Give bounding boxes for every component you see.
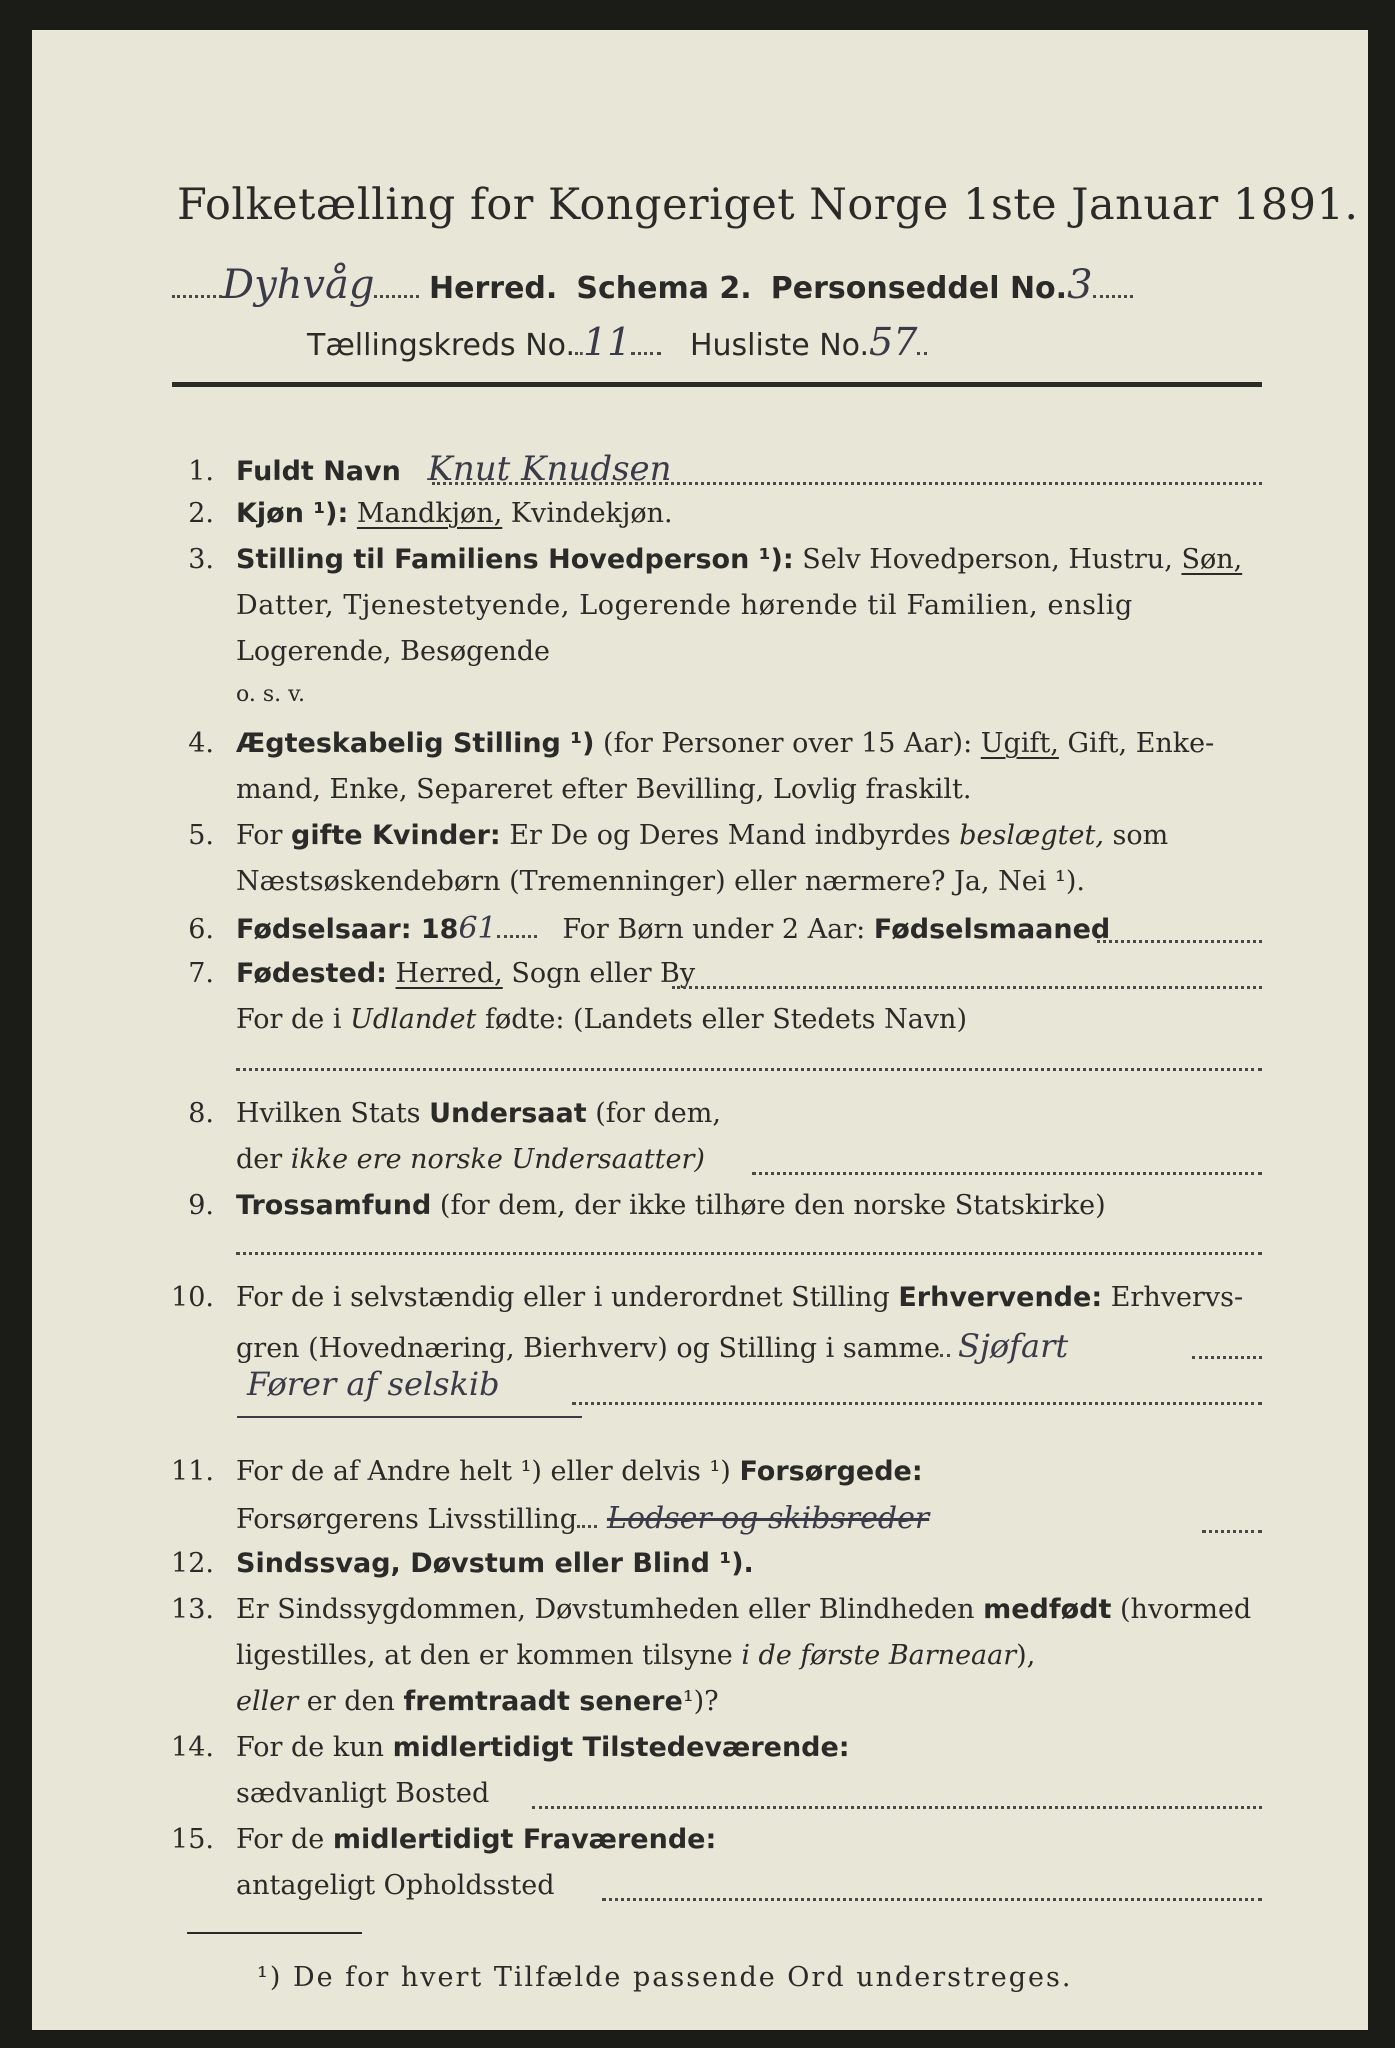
footnote: ¹) De for hvert Tilfælde passende Ord understreges. xyxy=(257,1962,1073,1993)
item-10-underline-stroke xyxy=(237,1416,582,1418)
birthplace-herred-underlined: Herred, xyxy=(395,958,503,989)
item-13-line3: eller er den fremtraadt senere¹)? xyxy=(236,1686,719,1717)
personseddel-value: 3 xyxy=(1067,262,1093,308)
item-15: 15. For de midlertidigt Fraværende: xyxy=(171,1824,717,1855)
taellingskreds-value: 11 xyxy=(583,320,632,364)
item-7-fill2 xyxy=(236,1068,1262,1071)
item-1: 1. Fuldt Navn Knut Knudsen xyxy=(188,449,672,489)
relation-son-underlined: Søn, xyxy=(1181,544,1243,575)
item-11-fill xyxy=(1202,1530,1262,1533)
item-15-fill xyxy=(602,1898,1262,1901)
census-form-sheet xyxy=(32,30,1368,2030)
item-9: 9. Trossamfund (for dem, der ikke tilhøre den norske Statskirke) xyxy=(188,1190,1106,1221)
item-14-line2: sædvanligt Bosted xyxy=(236,1778,490,1809)
item-6-fill xyxy=(1097,940,1262,943)
item-2: 2. Kjøn ¹): Mandkjøn, Kvindekjøn. xyxy=(188,498,673,529)
form-title: Folketælling for Kongeriget Norge 1ste Januar 1891. xyxy=(177,180,1359,230)
occupation-value-1: Sjøfart xyxy=(958,1327,1069,1365)
item-10-fill2 xyxy=(572,1402,1262,1405)
item-8-line2: der ikke ere norske Undersaatter) xyxy=(236,1144,705,1175)
item-1-fill xyxy=(432,482,1262,485)
schema-label: Schema 2. xyxy=(576,271,752,306)
provider-occupation-value: Lodser og skibsreder xyxy=(607,1501,930,1536)
husliste-value: 57 xyxy=(869,320,918,364)
item-13-line2: ligestilles, at den er kommen tilsyne i de første Barneaar), xyxy=(236,1640,1036,1671)
item-4: 4. Ægteskabelig Stilling ¹) (for Personer over 15 Aar): Ugift, Gift, Enke- xyxy=(188,728,1215,759)
herred-row xyxy=(172,262,1133,308)
item-15-line2: antageligt Opholdssted xyxy=(236,1870,555,1901)
birth-year-value: 61 xyxy=(458,911,497,946)
item-7-line2: For de i Udlandet fødte: (Landets eller Stedets Navn) xyxy=(236,1004,967,1035)
item-6: 6. Fødselsaar: 1861 For Børn under 2 Aar: Fødselsmaaned xyxy=(188,911,1111,946)
item-5: 5. For gifte Kvinder: Er De og Deres Mand indbyrdes beslægtet, som xyxy=(188,820,1169,851)
item-3-line3: Logerende, Besøgende xyxy=(236,636,550,667)
sex-male-underlined: Mandkjøn, xyxy=(356,498,503,529)
item-7: 7. Fødested: Herred, Sogn eller By xyxy=(188,958,696,989)
footnote-rule xyxy=(187,1932,362,1934)
item-8: 8. Hvilken Stats Undersaat (for dem, xyxy=(188,1098,721,1129)
item-5-line2: Næstsøskendebørn (Tremenninger) eller nærmere? Ja, Nei ¹). xyxy=(236,866,1085,897)
taellingskreds-label: Tællingskreds No. xyxy=(307,328,575,363)
item-9-fill xyxy=(236,1252,1262,1255)
taellingskreds-row xyxy=(307,320,927,364)
item-10-line3 xyxy=(247,1365,500,1403)
item-1-label: Fuldt Navn xyxy=(236,456,401,487)
item-11-line2: Forsørgerens Livsstilling Lodser og skibsreder xyxy=(236,1501,930,1536)
occupation-value-2: Fører af selskib xyxy=(247,1365,500,1403)
item-14-fill xyxy=(532,1806,1262,1809)
item-3: 3. Stilling til Familiens Hovedperson ¹): Selv Hovedperson, Hustru, Søn, xyxy=(188,544,1243,575)
marital-ugift-underlined: Ugift, xyxy=(980,728,1059,759)
item-14: 14. For de kun midlertidigt Tilstedeværende: xyxy=(171,1732,850,1763)
item-11: 11. For de af Andre helt ¹) eller delvis ¹) Forsørgede: xyxy=(171,1456,923,1487)
full-name-value: Knut Knudsen xyxy=(427,449,672,489)
item-12: 12. Sindssvag, Døvstum eller Blind ¹). xyxy=(171,1548,754,1579)
item-3-line2: Datter, Tjenestetyende, Logerende hørende til Familien, enslig xyxy=(236,590,1133,621)
husliste-label: Husliste No. xyxy=(689,328,870,363)
item-4-line2: mand, Enke, Separeret efter Bevilling, Lovlig fraskilt. xyxy=(236,774,972,805)
herred-label: Herred. xyxy=(429,271,558,306)
item-10-fill1 xyxy=(1192,1356,1262,1359)
header-rule xyxy=(172,382,1262,387)
item-13: 13. Er Sindssygdommen, Døvstumheden eller Blindheden medfødt (hvormed xyxy=(171,1594,1252,1625)
item-7-fill xyxy=(672,986,1262,989)
item-10-line2: gren (Hovednæring, Bierhverv) og Stilling i samme Sjøfart xyxy=(236,1327,1069,1365)
sex-female: Kvindekjøn. xyxy=(510,498,673,529)
item-3-line4: o. s. v. xyxy=(236,682,305,707)
personseddel-label: Personseddel No. xyxy=(770,271,1068,306)
item-8-fill xyxy=(752,1172,1262,1175)
item-10: 10. For de i selvstændig eller i underordnet Stilling Erhvervende: Erhvervs- xyxy=(171,1282,1244,1313)
herred-value: Dyhvåg xyxy=(222,262,375,308)
